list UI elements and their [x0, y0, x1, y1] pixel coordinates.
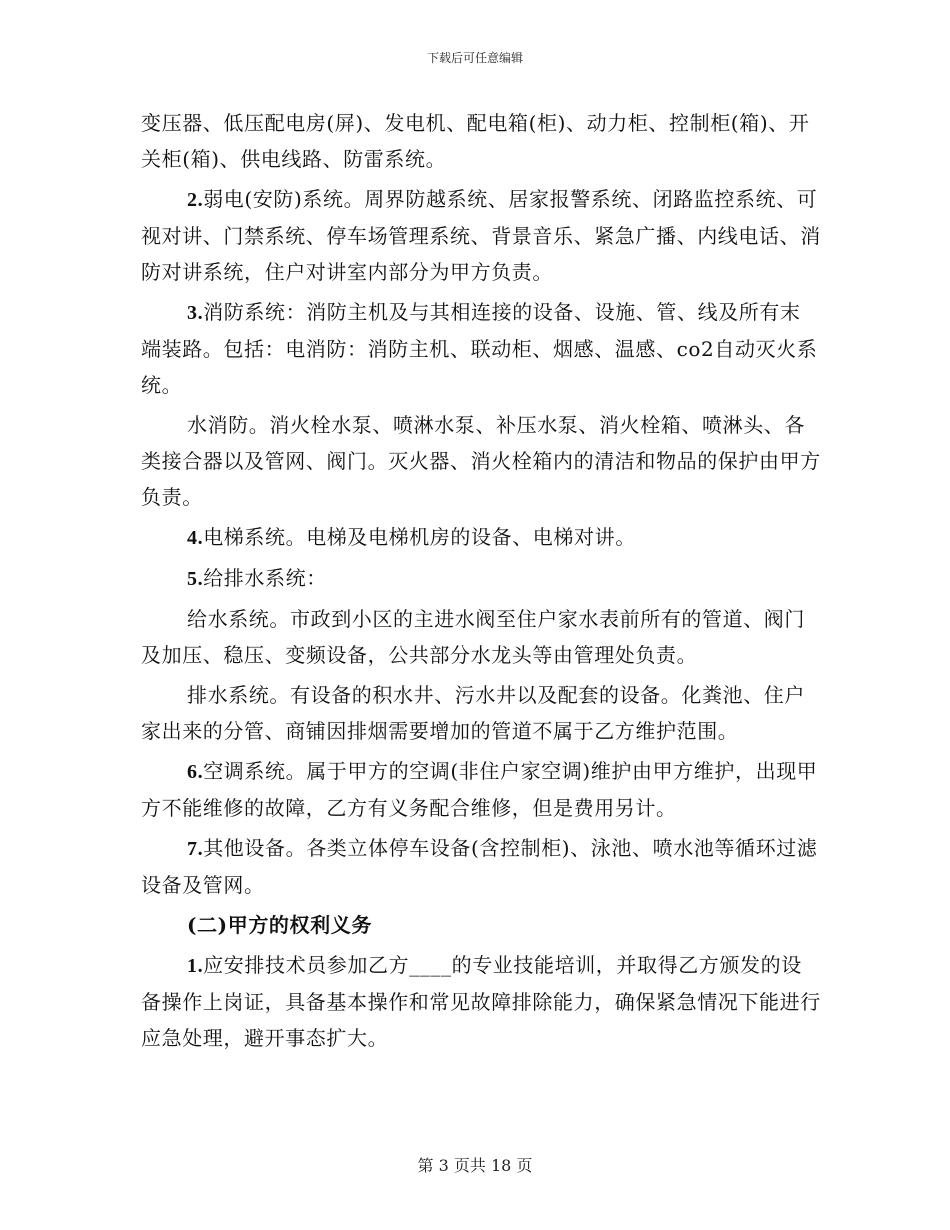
- paragraph-text: 变压器、低压配电房(屏)、发电机、配电箱(柜)、动力柜、控制柜(箱)、开关柜(箱)、供电线路、防雷系统。: [141, 111, 810, 171]
- page-footer: 第 3 页共 18 页: [417, 1156, 533, 1175]
- paragraph-other-equipment: [141, 830, 821, 903]
- paragraph-text: 水消防。消火栓水泵、喷淋水泵、补压水泵、消火栓箱、喷淋头、各类接合器以及管网、阀门。灭火器、消火栓箱内的清洁和物品的保护由甲方负责。: [141, 413, 821, 509]
- item-number: 2.: [187, 189, 204, 211]
- paragraph-text: 电梯系统。电梯及电梯机房的设备、电梯对讲。: [203, 525, 636, 549]
- paragraph-text: 给排水系统：: [203, 566, 327, 590]
- paragraph-water-supply: [141, 601, 821, 673]
- paragraph-water-fire: [141, 407, 821, 515]
- paragraph-air-conditioning: [141, 753, 821, 826]
- paragraph-text: 消防系统：消防主机及与其相连接的设备、设施、管、线及所有末端装路。包括：电消防：消防主机、联动柜、烟感、温感、co2自动灭火系统。: [141, 300, 818, 397]
- item-number: 3.: [187, 302, 204, 324]
- item-number: 5.: [187, 568, 204, 590]
- paragraph-elevator: [141, 519, 821, 556]
- paragraph-text: 排水系统。有设备的积水井、污水井以及配套的设备。化粪池、住户家出来的分管、商铺因排烟需要增加的管道不属于乙方维护范围。: [141, 683, 805, 743]
- paragraph-training: [141, 947, 821, 1056]
- paragraph-text: 应安排技术员参加乙方____的专业技能培训，并取得乙方颁发的设备操作上岗证，具备基本操作和常见故障排除能力，确保紧急情况下能进行应急处理，避开事态扩大。: [141, 953, 821, 1050]
- item-number: 6.: [187, 761, 204, 783]
- paragraph-text: 其他设备。各类立体停车设备(含控制柜)、泳池、喷水池等循环过滤设备及管网。: [141, 836, 818, 897]
- section-heading-party-a-rights: (二)甲方的权利义务: [187, 913, 372, 937]
- paragraph-water-drainage: [141, 560, 821, 597]
- paragraph-fire-system: [141, 294, 821, 403]
- paragraph-text: 空调系统。属于甲方的空调(非住户家空调)维护由甲方维护，出现甲方不能维修的故障，乙方有义务配合维修，但是费用另计。: [141, 759, 818, 820]
- paragraph-drainage: [141, 677, 821, 749]
- page-header: 下载后可任意编辑: [426, 51, 523, 65]
- item-number: 4.: [187, 527, 204, 549]
- item-number: 7.: [187, 838, 204, 860]
- document-body: [141, 105, 821, 1060]
- item-number: 1.: [187, 955, 204, 977]
- paragraph-power-equipment: [141, 105, 821, 177]
- paragraph-text: 给水系统。市政到小区的主进水阀至住户家水表前所有的管道、阀门及加压、稳压、变频设备，公共部分水龙头等由管理处负责。: [141, 607, 805, 667]
- paragraph-weak-current: [141, 181, 821, 290]
- paragraph-text: 弱电(安防)系统。周界防越系统、居家报警系统、闭路监控系统、可视对讲、门禁系统、停车场管理系统、背景音乐、紧急广播、内线电话、消防对讲系统，住户对讲室内部分为甲方负责。: [141, 187, 821, 284]
